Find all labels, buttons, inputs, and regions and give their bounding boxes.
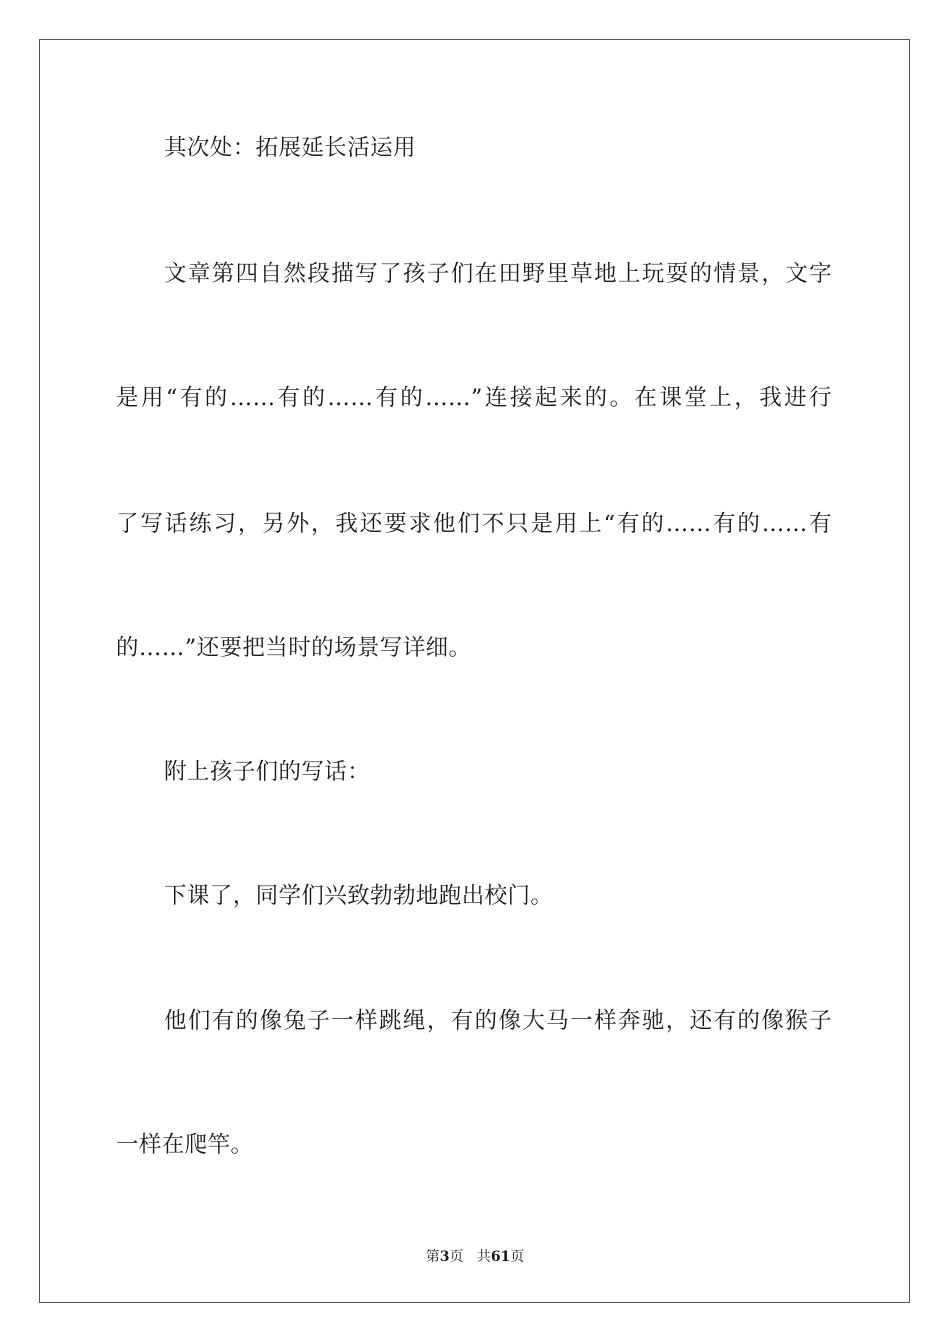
page-footer: [0, 1247, 950, 1267]
footer-page-suffix: 页: [449, 1249, 464, 1265]
footer-total-pages: 61: [490, 1249, 511, 1265]
footer-total-suffix: 页: [510, 1249, 525, 1265]
paragraph-line: 下课了，同学们兴致勃勃地跑出校门。: [164, 883, 554, 909]
paragraph-line: 文章第四自然段描写了孩子们在田野里草地上玩耍的情景，文字: [164, 261, 832, 287]
footer-total-prefix: 共: [476, 1249, 491, 1265]
paragraph-line: 了写话练习，另外，我还要求他们不只是用上“有的……有的……有: [116, 511, 832, 537]
page-border: [39, 39, 910, 1303]
paragraph-line: 附上孩子们的写话：: [164, 759, 371, 785]
paragraph-line: 他们有的像兔子一样跳绳，有的像大马一样奔驰，还有的像猴子: [164, 1008, 832, 1034]
paragraph-line: 一样在爬竿。: [116, 1132, 254, 1158]
paragraph-line: 其次处：拓展延长活运用: [164, 135, 416, 161]
footer-page-number: 3: [439, 1249, 450, 1265]
footer-page-prefix: 第: [425, 1249, 440, 1265]
paragraph-line: 是用“有的……有的……有的……”连接起来的。在课堂上，我进行: [116, 385, 832, 411]
paragraph-line: 的……”还要把当时的场景写详细。: [116, 635, 472, 661]
